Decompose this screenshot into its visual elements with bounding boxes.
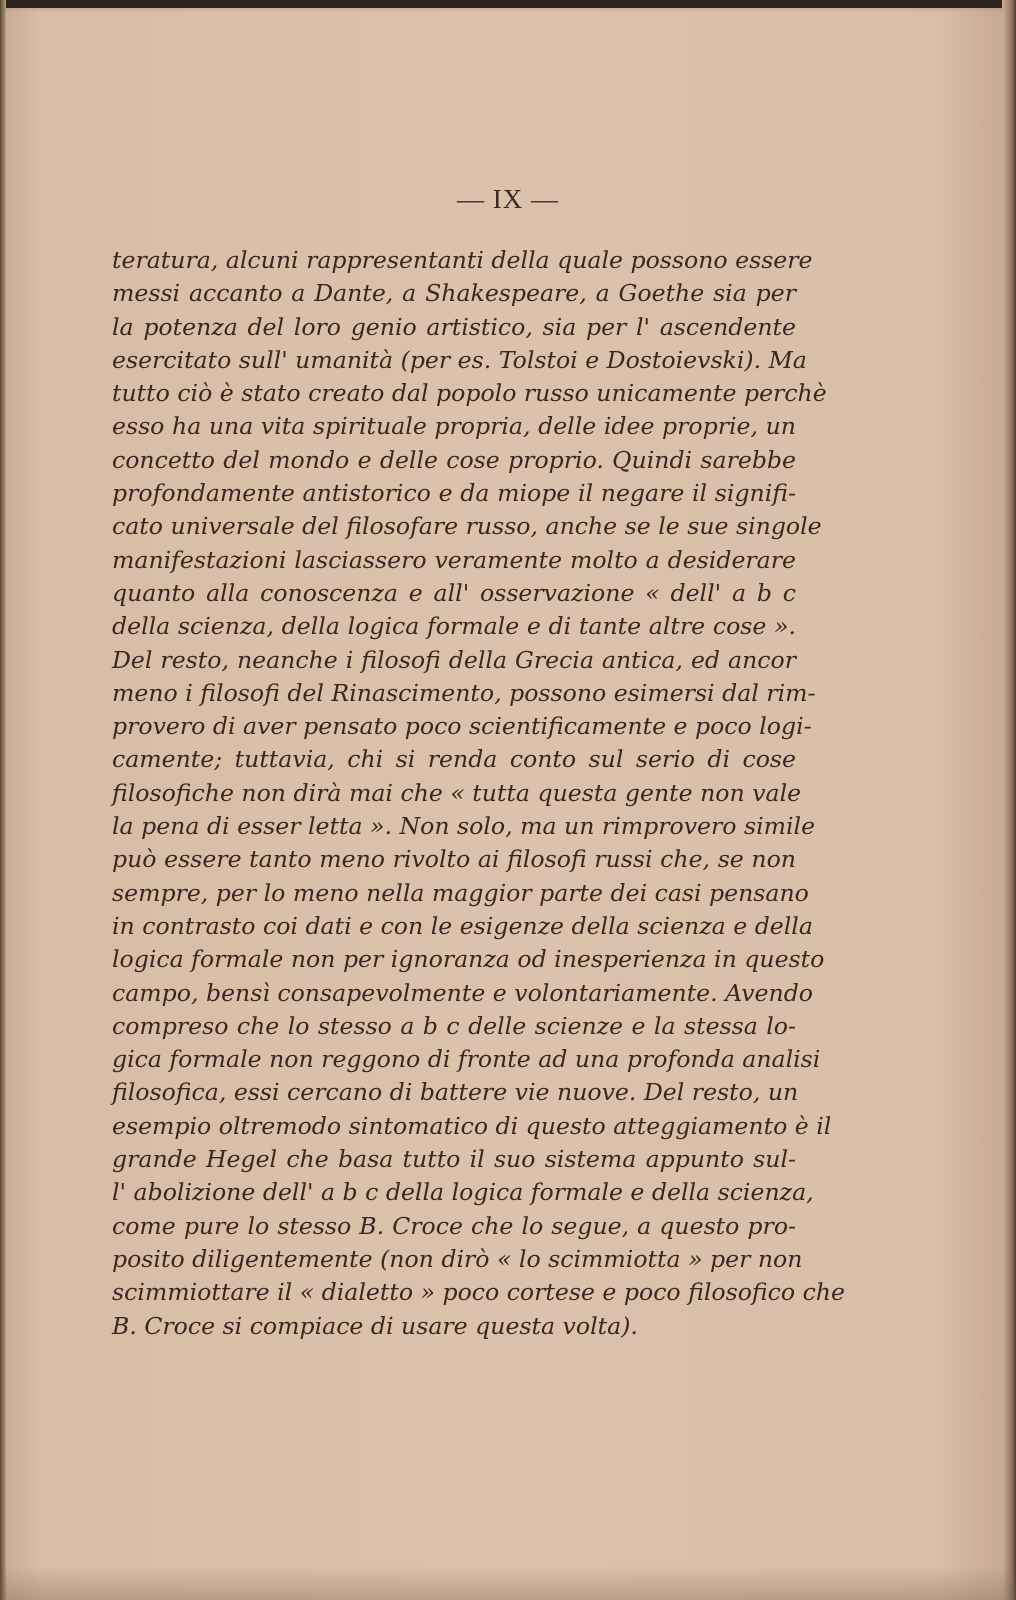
text-line: esso ha una vita spirituale propria, delle idee proprie, un bbox=[112, 412, 796, 441]
text-line: camente; tuttavia, chi si renda conto sul serio di cose bbox=[112, 745, 796, 774]
text-line: meno i filosofi del Rinascimento, possono esimersi dal rim- bbox=[112, 678, 816, 707]
text-line: provero di aver pensato poco scientificamente e poco logi- bbox=[112, 712, 812, 741]
page-top-edge bbox=[0, 0, 1016, 8]
text-line: Del resto, neanche i filosofi della Grecia antica, ed ancor bbox=[112, 645, 796, 674]
text-line: logica formale non per ignoranza od inesperienza in questo bbox=[112, 945, 825, 974]
text-line: profondamente antistorico e da miope il negare il signifi- bbox=[112, 479, 796, 508]
text-line: della scienza, della logica formale e di tante altre cose ». bbox=[112, 612, 796, 641]
text-line: come pure lo stesso B. Croce che lo segue, a questo pro- bbox=[112, 1211, 796, 1240]
text-line: messi accanto a Dante, a Shakespeare, a Goethe sia per bbox=[112, 279, 796, 308]
text-line: compreso che lo stesso a b c delle scienze e la stessa lo- bbox=[112, 1011, 796, 1040]
text-line: scimmiottare il « dialetto » poco cortese e poco filosofico che bbox=[112, 1278, 845, 1307]
text-line: esempio oltremodo sintomatico di questo atteggiamento è il bbox=[112, 1111, 832, 1140]
page-bottom-edge bbox=[0, 1566, 1016, 1600]
text-line: teratura, alcuni rappresentanti della quale possono essere bbox=[112, 246, 813, 274]
page-right-edge bbox=[1002, 0, 1016, 1600]
text-line: la pena di esser letta ». Non solo, ma un rimprovero simile bbox=[112, 812, 816, 841]
text-line: filosofica, essi cercano di battere vie nuove. Del resto, un bbox=[112, 1078, 799, 1107]
text-line: posito diligentemente (non dirò « lo scimmiotta » per non bbox=[112, 1244, 803, 1273]
text-line: in contrasto coi dati e con le esigenze della scienza e della bbox=[112, 911, 813, 940]
text-line: l' abolizione dell' a b c della logica formale e della scienza, bbox=[112, 1178, 814, 1207]
text-line: concetto del mondo e delle cose proprio. Quindi sarebbe bbox=[112, 445, 796, 474]
text-line: manifestazioni lasciassero veramente molto a desiderare bbox=[112, 545, 796, 574]
body-text bbox=[112, 244, 845, 1343]
text-line: cato universale del filosofare russo, anche se le sue singole bbox=[112, 512, 822, 541]
text-line: sempre, per lo meno nella maggior parte dei casi pensano bbox=[112, 878, 809, 907]
text-line: quanto alla conoscenza e all' osservazione « dell' a b c bbox=[112, 578, 796, 607]
text-line: la potenza del loro genio artistico, sia per l' ascendente bbox=[112, 312, 796, 341]
text-line: filosofiche non dirà mai che « tutta questa gente non vale bbox=[112, 778, 802, 807]
text-line: campo, bensì consapevolmente e volontariamente. Avendo bbox=[112, 978, 814, 1007]
text-line-last: B. Croce si compiace di usare questa volta). bbox=[112, 1311, 638, 1340]
page-left-edge bbox=[0, 0, 6, 1600]
text-line: gica formale non reggono di fronte ad una profonda analisi bbox=[112, 1045, 821, 1074]
text-line: esercitato sull' umanità (per es. Tolstoi e Dostoievski). Ma bbox=[112, 345, 807, 374]
text-line: grande Hegel che basa tutto il suo sistema appunto sul- bbox=[112, 1145, 796, 1174]
text-line: può essere tanto meno rivolto ai filosofi russi che, se non bbox=[112, 845, 796, 874]
text-line: tutto ciò è stato creato dal popolo russo unicamente perchè bbox=[112, 379, 827, 408]
page-number: — IX — bbox=[457, 184, 559, 214]
